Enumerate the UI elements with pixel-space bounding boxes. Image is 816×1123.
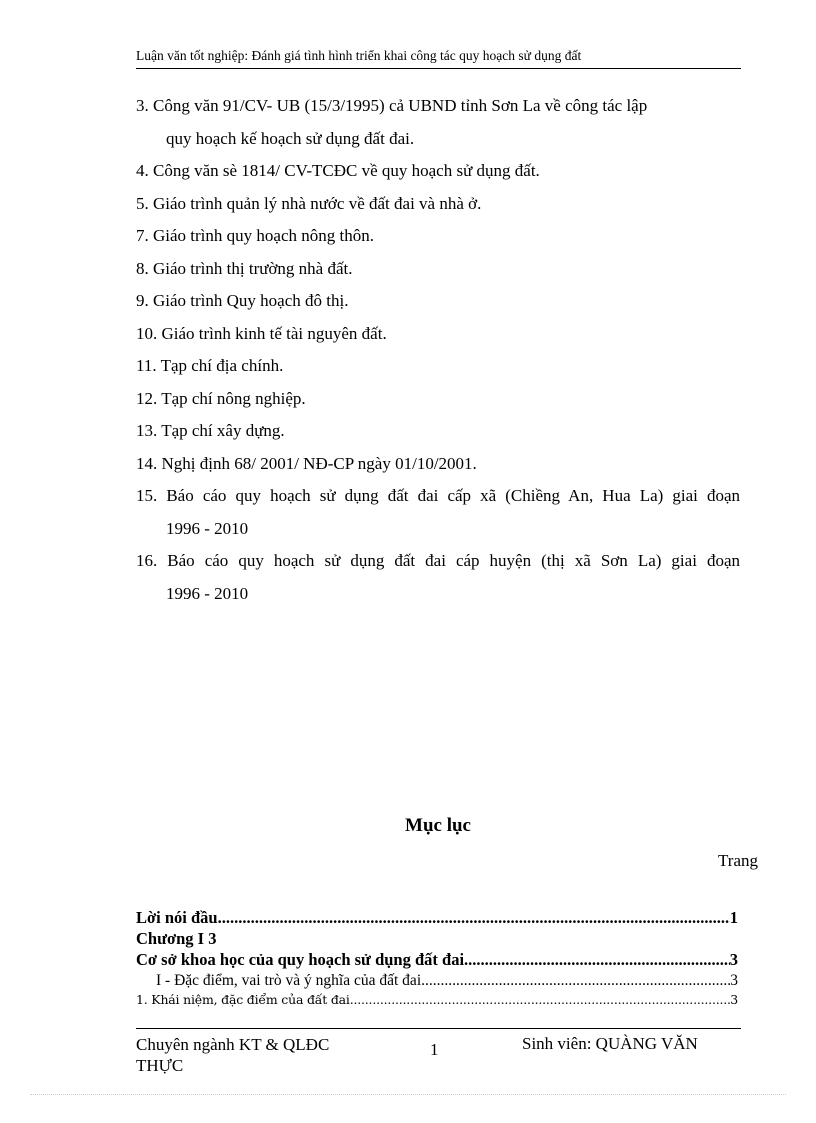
reference-item [136, 188, 740, 221]
reference-item [136, 383, 740, 416]
reference-item [136, 285, 740, 318]
table-of-contents [136, 907, 738, 1008]
reference-text: Giáo trình quản lý nhà nước về đất đai và nhà ở. [153, 193, 482, 213]
reference-text: Tạp chí xây dựng. [161, 421, 285, 440]
toc-leader-dots [425, 970, 730, 991]
reference-item [136, 253, 740, 286]
toc-page-column-header: Trang [718, 851, 758, 870]
reference-number: 3. [136, 96, 149, 115]
toc-entry-label: Lời nói đầu [136, 908, 218, 927]
reference-number: 7. [136, 226, 149, 245]
toc-entry-label: Chương I 3 [136, 929, 217, 948]
footer-department [136, 1034, 329, 1076]
reference-number: 11. [136, 356, 157, 375]
reference-number: 14. [136, 453, 158, 473]
reference-item [136, 220, 740, 253]
toc-title: Mục lục [405, 815, 471, 836]
reference-item [136, 545, 740, 610]
footer-department-line1: Chuyên ngành KT & QLĐC [136, 1035, 330, 1054]
reference-number: 5. [136, 193, 149, 213]
reference-number: 9. [136, 291, 149, 310]
toc-entry[interactable] [136, 991, 738, 1008]
reference-text: Giáo trình Quy hoạch đô thị. [153, 291, 349, 310]
reference-item [136, 415, 740, 448]
running-header: Luận văn tốt nghiệp: Đánh giá tình hình triển khai công tác quy hoạch sử dụng đất [136, 48, 582, 63]
toc-leader-dots [353, 991, 730, 1008]
reference-number: 15. [136, 486, 158, 505]
reference-text: Giáo trình thị trường nhà đất. [153, 258, 353, 278]
reference-text-continued: 1996 - 2010 [166, 518, 249, 538]
reference-text: Công văn sè 1814/ CV-TCĐC về quy hoạch sử dụng đất. [153, 161, 540, 180]
reference-list [136, 90, 740, 610]
reference-text: Công văn 91/CV- UB (15/3/1995) cả UBND tỉnh Sơn La về công tác lập [153, 96, 648, 115]
reference-text: Báo cáo quy hoạch sử dụng đất đai cấp xã (Chiềng An, Hua La) giai đoạn [166, 486, 740, 505]
toc-leader-dots [464, 949, 730, 970]
reference-text: Giáo trình quy hoạch nông thôn. [153, 226, 374, 245]
toc-entry-page: 3 [730, 972, 738, 989]
footer-page-number: 1 [430, 1040, 439, 1059]
reference-item [136, 155, 740, 188]
reference-number: 4. [136, 161, 149, 180]
reference-text: Tạp chí nông nghiệp. [161, 388, 306, 408]
reference-item [136, 90, 740, 155]
footer-student: Sinh viên: QUÀNG VĂN [522, 1034, 698, 1053]
page-bottom-edge [30, 1094, 786, 1095]
toc-entry-page: 1 [729, 908, 738, 927]
toc-entry-page: 3 [729, 950, 738, 969]
reference-item [136, 448, 740, 481]
toc-entry-label: Cơ sở khoa học của quy hoạch sử dụng đất đai [136, 950, 465, 969]
footer-divider [136, 1028, 741, 1029]
reference-text: Báo cáo quy hoạch sử dụng đất đai cáp huyện (thị xã Sơn La) giai đoạn [167, 551, 740, 570]
toc-entry[interactable] [136, 970, 738, 991]
reference-text-continued: quy hoạch kế hoạch sử dụng đất đai. [166, 128, 415, 148]
toc-entry[interactable] [136, 949, 738, 970]
reference-item [136, 480, 740, 545]
reference-item [136, 350, 740, 383]
toc-entry-label: 1. Khái niệm, đặc điểm của đất đai. [136, 992, 354, 1007]
reference-number: 16. [136, 551, 158, 570]
reference-text: Giáo trình kinh tế tài nguyên đất. [161, 323, 387, 343]
reference-item [136, 318, 740, 351]
reference-text: Tạp chí địa chính. [160, 356, 284, 375]
reference-number: 10. [136, 323, 158, 343]
reference-number: 12. [136, 388, 158, 408]
footer-department-line2: THỰC [136, 1056, 184, 1075]
toc-entry[interactable] [136, 928, 738, 949]
toc-entry-page: 3 [730, 992, 738, 1007]
reference-number: 8. [136, 258, 149, 278]
reference-text: Nghị định 68/ 2001/ NĐ-CP ngày 01/10/2001. [161, 453, 477, 473]
reference-text-continued: 1996 - 2010 [166, 583, 249, 603]
header-divider [136, 68, 741, 69]
toc-entry[interactable] [136, 907, 738, 928]
reference-number: 13. [136, 421, 158, 440]
toc-entry-label: I - Đặc điểm, vai trò và ý nghĩa của đất đai. [156, 972, 425, 989]
toc-leader-dots [218, 907, 730, 928]
